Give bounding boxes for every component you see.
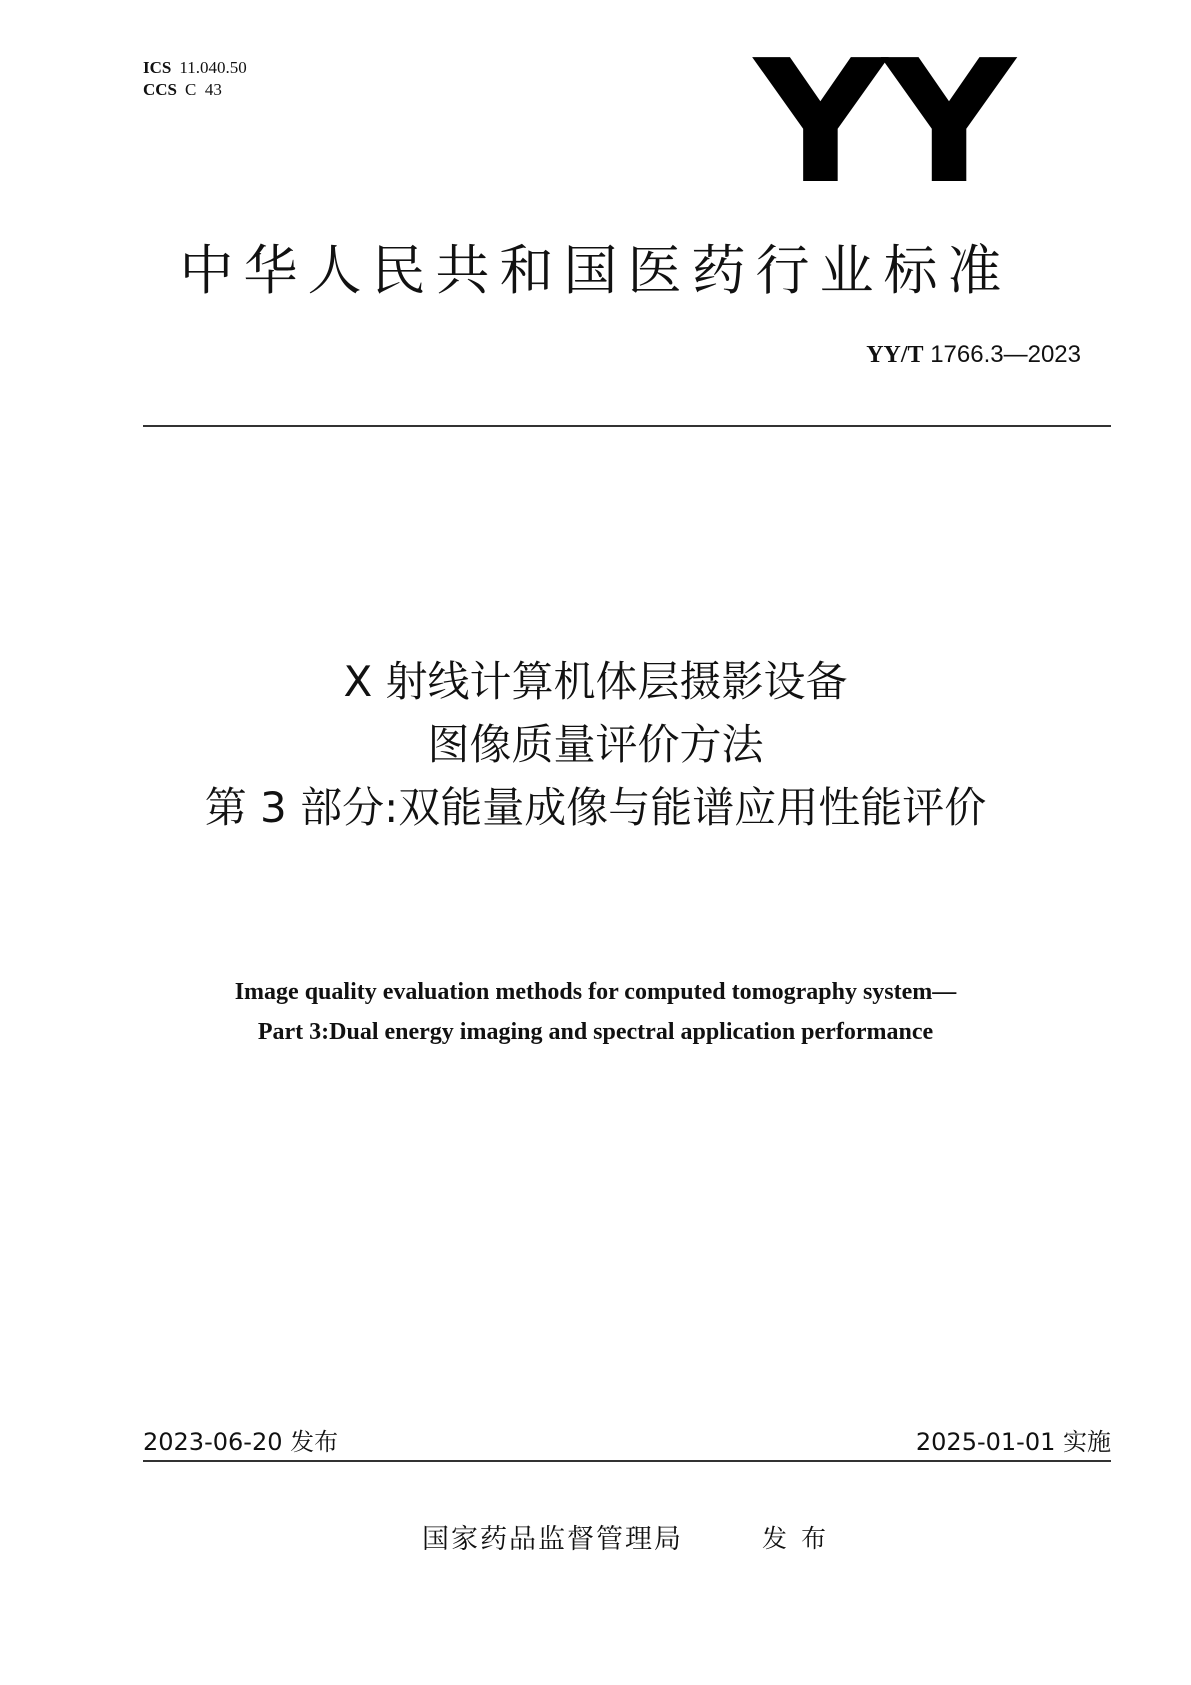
header-divider [143, 425, 1111, 427]
english-title-line-1: Image quality evaluation methods for computed tomography system— [234, 979, 957, 1005]
implementation-date: 2025-01-01 实施 [915, 1428, 1111, 1456]
english-title [0, 972, 1191, 1052]
ccs-label: CCS [143, 80, 178, 99]
ccs-code: C 43 [185, 80, 222, 99]
chinese-title [0, 650, 1191, 839]
org-title: 中华人民共和国医药行业标准 [179, 239, 1012, 302]
standard-number [866, 341, 1081, 369]
chinese-title-line-2: 图像质量评价方法 [427, 720, 764, 769]
ccs-row [143, 79, 247, 101]
ics-label: ICS [143, 58, 172, 77]
standard-prefix: YY/T [866, 342, 924, 368]
yy-logo: YY [753, 24, 1011, 222]
footer-divider [143, 1460, 1111, 1462]
publish-label: 发布 [762, 1524, 841, 1553]
chinese-title-line-1: X 射线计算机体层摄影设备 [343, 657, 848, 706]
ics-code: 11.040.50 [179, 58, 247, 77]
issue-date: 2023-06-20 发布 [143, 1428, 339, 1456]
ics-row [143, 57, 247, 79]
classification-codes [143, 57, 247, 101]
standard-code: 1766.3—2023 [930, 341, 1081, 368]
publisher: 国家药品监督管理局 [422, 1524, 683, 1555]
english-title-line-2: Part 3:Dual energy imaging and spectral application performance [257, 1019, 934, 1045]
chinese-title-line-3: 第 3 部分:双能量成像与能谱应用性能评价 [204, 783, 987, 832]
